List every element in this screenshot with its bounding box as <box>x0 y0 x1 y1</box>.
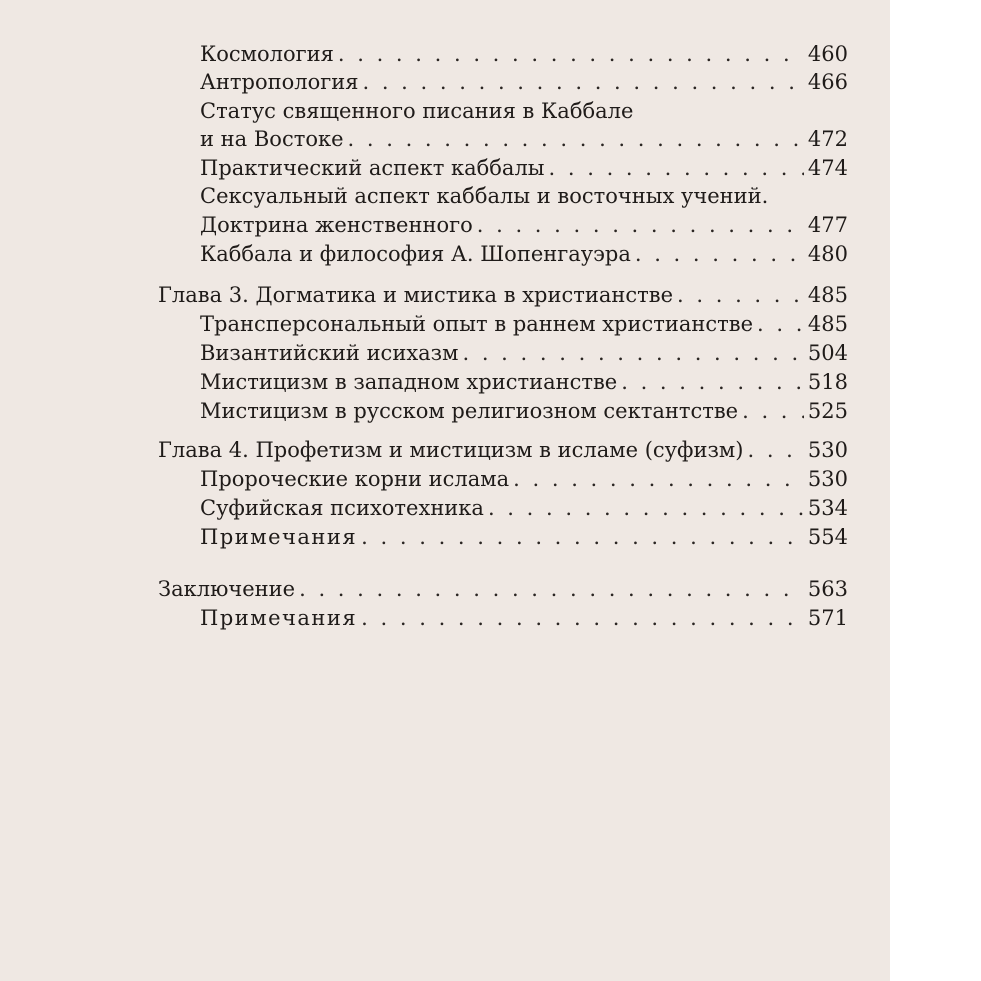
toc-conclusion <box>158 575 848 603</box>
toc-entry-title-line: Статус священного писания в Каббале <box>200 99 634 123</box>
toc-entry-title: Примечания <box>200 525 358 549</box>
toc-entry-title: Суфийская психотехника <box>200 496 484 520</box>
dot-leader <box>621 368 804 396</box>
toc-entry-title: Заключение <box>158 577 296 601</box>
toc-entry-scripture-status <box>200 125 848 153</box>
dot-leader <box>747 436 803 464</box>
toc-entry-page: 460 <box>807 42 848 66</box>
dot-leader <box>742 397 804 425</box>
toc-entry-page: 480 <box>807 242 848 266</box>
dot-leader <box>338 40 804 68</box>
toc-entry-sufi-psychotechnics <box>200 494 848 522</box>
toc-entry-page: 563 <box>807 577 848 601</box>
toc-entry-title: Византийский исихазм <box>200 341 459 365</box>
toc-entry-prophetic-roots <box>200 465 848 493</box>
toc-entry-title: Трансперсональный опыт в раннем христианстве <box>200 312 754 336</box>
toc-entry-page: 518 <box>807 370 848 394</box>
dot-leader <box>348 125 804 153</box>
dot-leader <box>677 281 804 309</box>
dot-leader <box>549 154 804 182</box>
toc-entry-page: 477 <box>807 213 848 237</box>
dot-leader <box>513 465 804 493</box>
toc-entry-practical-aspect <box>200 154 848 182</box>
toc-entry-page: 485 <box>807 283 848 307</box>
toc-entry-title: Глава 4. Профетизм и мистицизм в исламе (суфизм) <box>158 438 744 462</box>
dot-leader <box>757 310 804 338</box>
toc-entry-title: Мистицизм в западном христианстве <box>200 370 618 394</box>
toc-entry-page: 485 <box>807 312 848 336</box>
toc-entry-anthropology <box>200 68 848 96</box>
toc-entry-page: 554 <box>807 525 848 549</box>
toc-chapter-4 <box>158 436 848 464</box>
toc-entry-page: 530 <box>807 438 848 462</box>
toc-entry-title: Антропология <box>200 70 359 94</box>
dot-leader <box>361 604 804 632</box>
toc-entry-feminine-doctrine <box>200 211 848 239</box>
toc-entry-page: 504 <box>807 341 848 365</box>
toc-entry-western-mysticism <box>200 368 848 396</box>
toc-entry-notes <box>200 523 848 551</box>
toc-entry-title: и на Востоке <box>200 127 344 151</box>
toc-entry-page: 571 <box>807 606 848 630</box>
toc-entry-title: Пророческие корни ислама <box>200 467 510 491</box>
toc-entry-page: 525 <box>807 399 848 423</box>
dot-leader <box>462 339 803 367</box>
dot-leader <box>477 211 804 239</box>
dot-leader <box>361 523 804 551</box>
toc-entry-title: Глава 3. Догматика и мистика в христианстве <box>158 283 674 307</box>
toc-entry-title: Примечания <box>200 606 358 630</box>
toc-entry-title: Каббала и философия А. Шопенгауэра <box>200 242 631 266</box>
toc-entry-title: Космология <box>200 42 334 66</box>
toc-entry-page: 530 <box>807 467 848 491</box>
toc-entry-russian-sectarianism <box>200 397 848 425</box>
toc-entry-title: Мистицизм в русском религиозном сектантстве <box>200 399 739 423</box>
dot-leader <box>488 494 804 522</box>
toc-entry-title: Практический аспект каббалы <box>200 156 545 180</box>
toc-entry-page: 474 <box>807 156 848 180</box>
dot-leader <box>362 68 803 96</box>
dot-leader <box>635 240 804 268</box>
toc-entry-page: 472 <box>807 127 848 151</box>
toc-entry-hesychasm <box>200 339 848 367</box>
toc-entry-title: Доктрина женственного <box>200 213 473 237</box>
toc-entry-page: 466 <box>807 70 848 94</box>
toc-chapter-3 <box>158 281 848 309</box>
dot-leader <box>299 575 804 603</box>
toc-entry-cosmology <box>200 40 848 68</box>
toc-entry-notes-final <box>200 604 848 632</box>
toc-entry-schopenhauer <box>200 240 848 268</box>
toc-entry-transpersonal <box>200 310 848 338</box>
toc-entry-title-line: Сексуальный аспект каббалы и восточных учений. <box>200 184 769 208</box>
toc-entry-page: 534 <box>807 496 848 520</box>
